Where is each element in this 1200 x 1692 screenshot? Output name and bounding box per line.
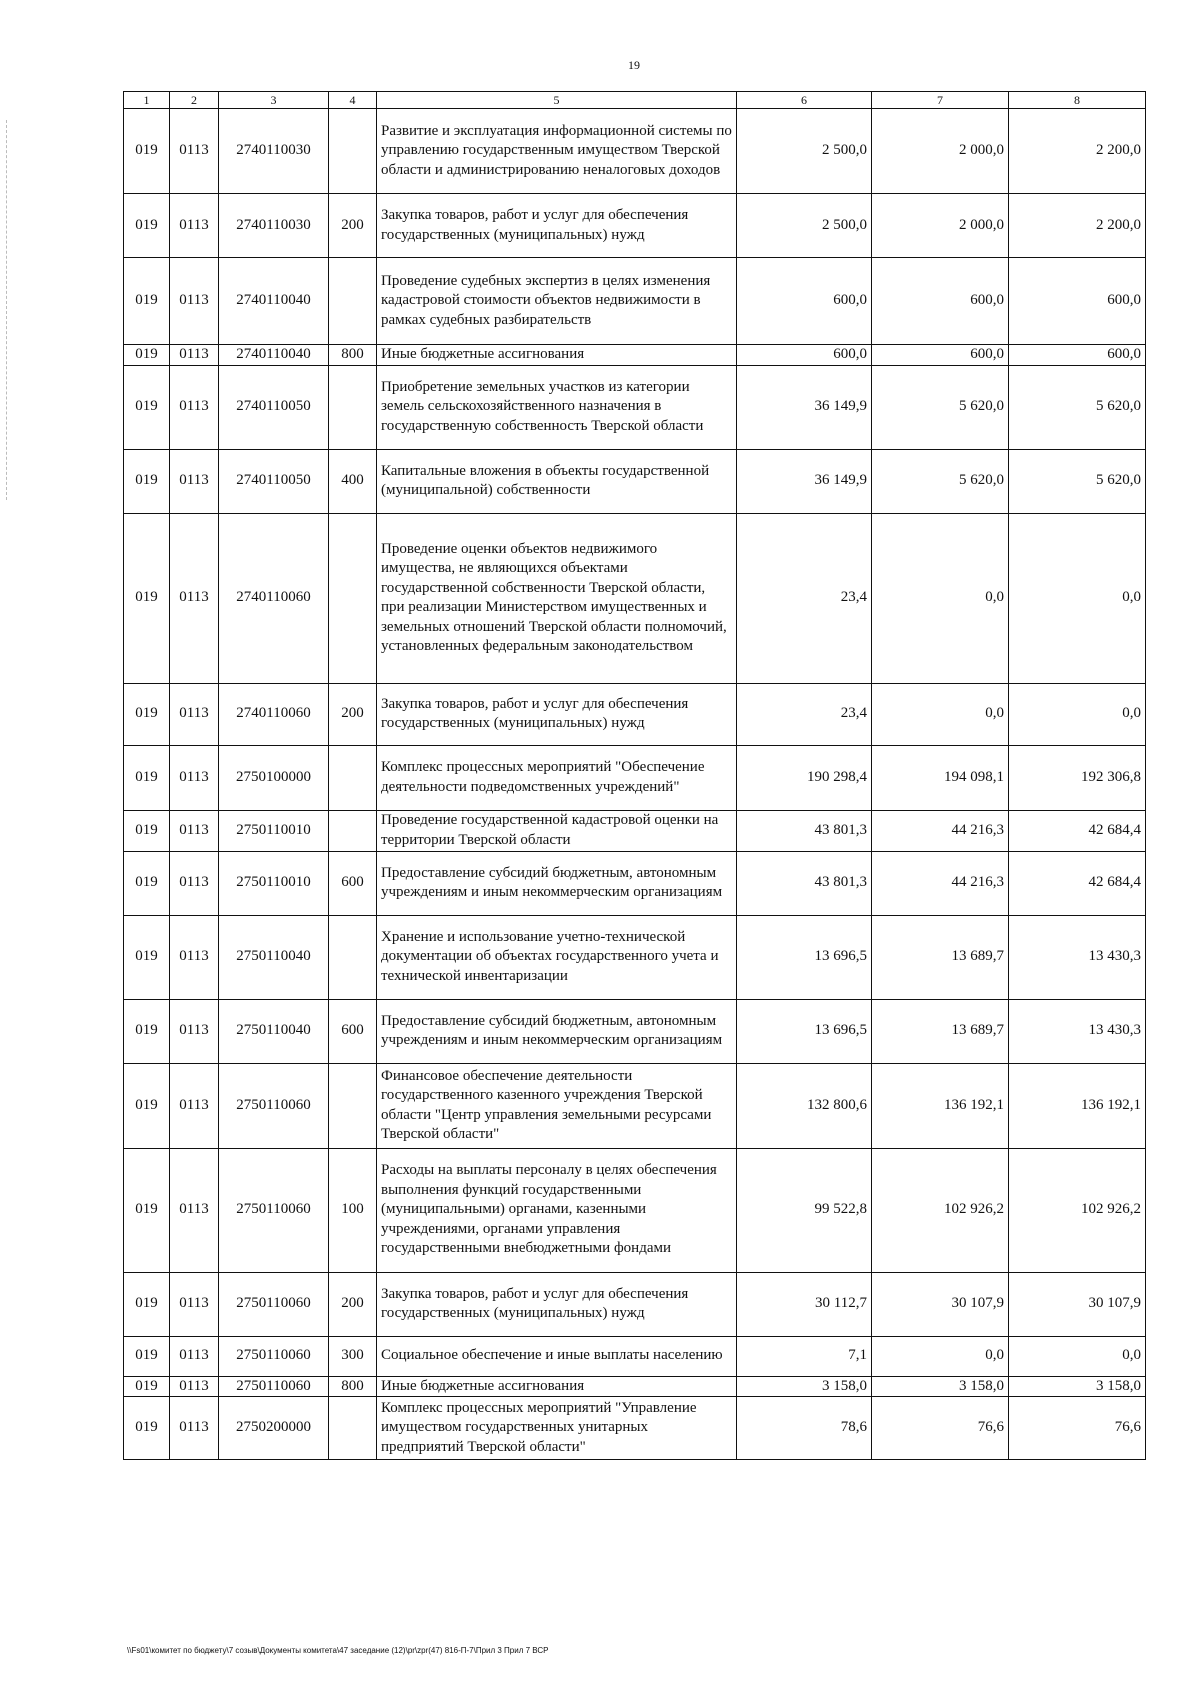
- section-code: 0113: [170, 109, 219, 194]
- amount-col8: 0,0: [1009, 1336, 1146, 1376]
- section-code: 0113: [170, 999, 219, 1063]
- table-row: [124, 810, 1146, 851]
- item-description: Закупка товаров, работ и услуг для обеспечения государственных (муниципальных) нужд: [377, 194, 737, 258]
- target-article-code: 2750110040: [219, 999, 329, 1063]
- amount-col7: 0,0: [872, 1336, 1009, 1376]
- item-description: Капитальные вложения в объекты государственной (муниципальной) собственности: [377, 449, 737, 513]
- expense-type-code: [329, 745, 377, 810]
- item-description: Расходы на выплаты персоналу в целях обеспечения выполнения функций государственными (муниципальными) органами, казенными учреждениями, органами управления государственными внебюджетными фондами: [377, 1148, 737, 1272]
- table-row: [124, 1336, 1146, 1376]
- amount-col8: 13 430,3: [1009, 915, 1146, 999]
- target-article-code: 2750100000: [219, 745, 329, 810]
- amount-col7: 5 620,0: [872, 365, 1009, 449]
- target-article-code: 2750200000: [219, 1397, 329, 1460]
- amount-col8: 136 192,1: [1009, 1063, 1146, 1148]
- column-header: 5: [377, 92, 737, 109]
- amount-col6: 36 149,9: [737, 449, 872, 513]
- target-article-code: 2750110060: [219, 1376, 329, 1397]
- amount-col8: 42 684,4: [1009, 810, 1146, 851]
- target-article-code: 2740110050: [219, 449, 329, 513]
- column-header: 1: [124, 92, 170, 109]
- section-code: 0113: [170, 1397, 219, 1460]
- expense-type-code: 600: [329, 999, 377, 1063]
- amount-col8: 3 158,0: [1009, 1376, 1146, 1397]
- amount-col8: 2 200,0: [1009, 109, 1146, 194]
- ministry-code: 019: [124, 745, 170, 810]
- item-description: Комплекс процессных мероприятий "Управление имуществом государственных унитарных предприятий Тверской области": [377, 1397, 737, 1460]
- ministry-code: 019: [124, 1397, 170, 1460]
- amount-col6: 30 112,7: [737, 1272, 872, 1336]
- item-description: Проведение государственной кадастровой оценки на территории Тверской области: [377, 810, 737, 851]
- amount-col7: 44 216,3: [872, 851, 1009, 915]
- amount-col6: 7,1: [737, 1336, 872, 1376]
- item-description: Развитие и эксплуатация информационной системы по управлению государственным имуществом Тверской области и администрированию неналоговых доходов: [377, 109, 737, 194]
- target-article-code: 2740110040: [219, 345, 329, 366]
- target-article-code: 2740110050: [219, 365, 329, 449]
- ministry-code: 019: [124, 258, 170, 345]
- section-code: 0113: [170, 258, 219, 345]
- amount-col8: 13 430,3: [1009, 999, 1146, 1063]
- amount-col7: 600,0: [872, 345, 1009, 366]
- ministry-code: 019: [124, 194, 170, 258]
- amount-col8: 42 684,4: [1009, 851, 1146, 915]
- expense-type-code: [329, 1063, 377, 1148]
- amount-col6: 3 158,0: [737, 1376, 872, 1397]
- amount-col8: 2 200,0: [1009, 194, 1146, 258]
- target-article-code: 2740110040: [219, 258, 329, 345]
- item-description: Приобретение земельных участков из категории земель сельскохозяйственного назначения в государственную собственность Тверской области: [377, 365, 737, 449]
- scan-margin-marks: [6, 120, 9, 500]
- ministry-code: 019: [124, 365, 170, 449]
- amount-col8: 600,0: [1009, 345, 1146, 366]
- section-code: 0113: [170, 449, 219, 513]
- amount-col7: 102 926,2: [872, 1148, 1009, 1272]
- expense-type-code: 200: [329, 1272, 377, 1336]
- amount-col7: 76,6: [872, 1397, 1009, 1460]
- item-description: Иные бюджетные ассигнования: [377, 345, 737, 366]
- amount-col6: 600,0: [737, 258, 872, 345]
- section-code: 0113: [170, 345, 219, 366]
- amount-col6: 36 149,9: [737, 365, 872, 449]
- target-article-code: 2740110030: [219, 109, 329, 194]
- column-header: 3: [219, 92, 329, 109]
- table-row: [124, 1376, 1146, 1397]
- ministry-code: 019: [124, 851, 170, 915]
- amount-col8: 0,0: [1009, 683, 1146, 745]
- amount-col8: 600,0: [1009, 258, 1146, 345]
- expense-type-code: 600: [329, 851, 377, 915]
- item-description: Комплекс процессных мероприятий "Обеспечение деятельности подведомственных учреждений": [377, 745, 737, 810]
- ministry-code: 019: [124, 1376, 170, 1397]
- amount-col6: 43 801,3: [737, 851, 872, 915]
- item-description: Предоставление субсидий бюджетным, автономным учреждениям и иным некоммерческим организациям: [377, 851, 737, 915]
- amount-col8: 30 107,9: [1009, 1272, 1146, 1336]
- item-description: Проведение судебных экспертиз в целях изменения кадастровой стоимости объектов недвижимости в рамках судебных разбирательств: [377, 258, 737, 345]
- target-article-code: 2750110040: [219, 915, 329, 999]
- column-header: 4: [329, 92, 377, 109]
- amount-col7: 5 620,0: [872, 449, 1009, 513]
- table-row: [124, 194, 1146, 258]
- amount-col6: 190 298,4: [737, 745, 872, 810]
- section-code: 0113: [170, 683, 219, 745]
- expense-type-code: 100: [329, 1148, 377, 1272]
- expense-type-code: 800: [329, 1376, 377, 1397]
- amount-col6: 13 696,5: [737, 915, 872, 999]
- ministry-code: 019: [124, 1148, 170, 1272]
- table-row: [124, 851, 1146, 915]
- amount-col6: 23,4: [737, 513, 872, 683]
- target-article-code: 2740110060: [219, 683, 329, 745]
- target-article-code: 2740110060: [219, 513, 329, 683]
- amount-col6: 13 696,5: [737, 999, 872, 1063]
- expense-type-code: [329, 1397, 377, 1460]
- ministry-code: 019: [124, 915, 170, 999]
- table-row: [124, 1272, 1146, 1336]
- item-description: Закупка товаров, работ и услуг для обеспечения государственных (муниципальных) нужд: [377, 1272, 737, 1336]
- section-code: 0113: [170, 1148, 219, 1272]
- target-article-code: 2750110060: [219, 1063, 329, 1148]
- table-row: [124, 449, 1146, 513]
- item-description: Проведение оценки объектов недвижимого имущества, не являющихся объектами государственной собственности Тверской области, при реализации Министерством имущественных и земельных отношений Тверской области полномочий, установленных федеральным законодательством: [377, 513, 737, 683]
- amount-col7: 44 216,3: [872, 810, 1009, 851]
- table-row: [124, 1397, 1146, 1460]
- amount-col6: 99 522,8: [737, 1148, 872, 1272]
- budget-table: [123, 91, 1146, 1460]
- target-article-code: 2750110010: [219, 810, 329, 851]
- amount-col7: 13 689,7: [872, 915, 1009, 999]
- expense-type-code: [329, 915, 377, 999]
- ministry-code: 019: [124, 109, 170, 194]
- section-code: 0113: [170, 745, 219, 810]
- table-row: [124, 1148, 1146, 1272]
- section-code: 0113: [170, 1336, 219, 1376]
- section-code: 0113: [170, 1272, 219, 1336]
- amount-col7: 3 158,0: [872, 1376, 1009, 1397]
- ministry-code: 019: [124, 1272, 170, 1336]
- target-article-code: 2750110060: [219, 1336, 329, 1376]
- column-header: 2: [170, 92, 219, 109]
- expense-type-code: [329, 258, 377, 345]
- ministry-code: 019: [124, 810, 170, 851]
- amount-col7: 136 192,1: [872, 1063, 1009, 1148]
- ministry-code: 019: [124, 1336, 170, 1376]
- table-row: [124, 365, 1146, 449]
- amount-col6: 23,4: [737, 683, 872, 745]
- table-row: [124, 109, 1146, 194]
- ministry-code: 019: [124, 345, 170, 366]
- section-code: 0113: [170, 851, 219, 915]
- column-header: 6: [737, 92, 872, 109]
- amount-col7: 194 098,1: [872, 745, 1009, 810]
- ministry-code: 019: [124, 1063, 170, 1148]
- amount-col8: 102 926,2: [1009, 1148, 1146, 1272]
- section-code: 0113: [170, 513, 219, 683]
- table-row: [124, 345, 1146, 366]
- section-code: 0113: [170, 1376, 219, 1397]
- section-code: 0113: [170, 810, 219, 851]
- table-row: [124, 258, 1146, 345]
- amount-col6: 600,0: [737, 345, 872, 366]
- table-row: [124, 745, 1146, 810]
- expense-type-code: [329, 810, 377, 851]
- expense-type-code: 300: [329, 1336, 377, 1376]
- page-number: 19: [628, 58, 640, 72]
- section-code: 0113: [170, 194, 219, 258]
- ministry-code: 019: [124, 999, 170, 1063]
- item-description: Предоставление субсидий бюджетным, автономным учреждениям и иным некоммерческим организациям: [377, 999, 737, 1063]
- amount-col8: 76,6: [1009, 1397, 1146, 1460]
- table-row: [124, 999, 1146, 1063]
- amount-col8: 5 620,0: [1009, 365, 1146, 449]
- item-description: Хранение и использование учетно-технической документации об объектах государственного учета и технической инвентаризации: [377, 915, 737, 999]
- target-article-code: 2740110030: [219, 194, 329, 258]
- table-row: [124, 1063, 1146, 1148]
- amount-col8: 0,0: [1009, 513, 1146, 683]
- amount-col6: 78,6: [737, 1397, 872, 1460]
- item-description: Иные бюджетные ассигнования: [377, 1376, 737, 1397]
- expense-type-code: 200: [329, 194, 377, 258]
- amount-col6: 2 500,0: [737, 109, 872, 194]
- amount-col6: 2 500,0: [737, 194, 872, 258]
- expense-type-code: [329, 109, 377, 194]
- section-code: 0113: [170, 1063, 219, 1148]
- expense-type-code: [329, 365, 377, 449]
- expense-type-code: 200: [329, 683, 377, 745]
- amount-col6: 132 800,6: [737, 1063, 872, 1148]
- section-code: 0113: [170, 915, 219, 999]
- target-article-code: 2750110060: [219, 1148, 329, 1272]
- amount-col7: 13 689,7: [872, 999, 1009, 1063]
- table-row: [124, 683, 1146, 745]
- target-article-code: 2750110060: [219, 1272, 329, 1336]
- header-row: [124, 92, 1146, 109]
- section-code: 0113: [170, 365, 219, 449]
- column-header: 8: [1009, 92, 1146, 109]
- item-description: Социальное обеспечение и иные выплаты населению: [377, 1336, 737, 1376]
- amount-col8: 5 620,0: [1009, 449, 1146, 513]
- item-description: Финансовое обеспечение деятельности государственного казенного учреждения Тверской области "Центр управления земельными ресурсами Тверской области": [377, 1063, 737, 1148]
- table-row: [124, 513, 1146, 683]
- amount-col7: 30 107,9: [872, 1272, 1009, 1336]
- amount-col7: 2 000,0: [872, 109, 1009, 194]
- table-row: [124, 915, 1146, 999]
- footer-file-path: \\Fs01\комитет по бюджету\7 созыв\Документы комитета\47 заседание (12)\pr\zpr(47) 816-П-7\Прил 3 Прил 7 ВСР: [127, 1646, 549, 1655]
- expense-type-code: 400: [329, 449, 377, 513]
- amount-col7: 2 000,0: [872, 194, 1009, 258]
- amount-col7: 0,0: [872, 513, 1009, 683]
- ministry-code: 019: [124, 449, 170, 513]
- target-article-code: 2750110010: [219, 851, 329, 915]
- item-description: Закупка товаров, работ и услуг для обеспечения государственных (муниципальных) нужд: [377, 683, 737, 745]
- column-header: 7: [872, 92, 1009, 109]
- amount-col7: 0,0: [872, 683, 1009, 745]
- ministry-code: 019: [124, 683, 170, 745]
- amount-col8: 192 306,8: [1009, 745, 1146, 810]
- ministry-code: 019: [124, 513, 170, 683]
- amount-col7: 600,0: [872, 258, 1009, 345]
- amount-col6: 43 801,3: [737, 810, 872, 851]
- expense-type-code: 800: [329, 345, 377, 366]
- expense-type-code: [329, 513, 377, 683]
